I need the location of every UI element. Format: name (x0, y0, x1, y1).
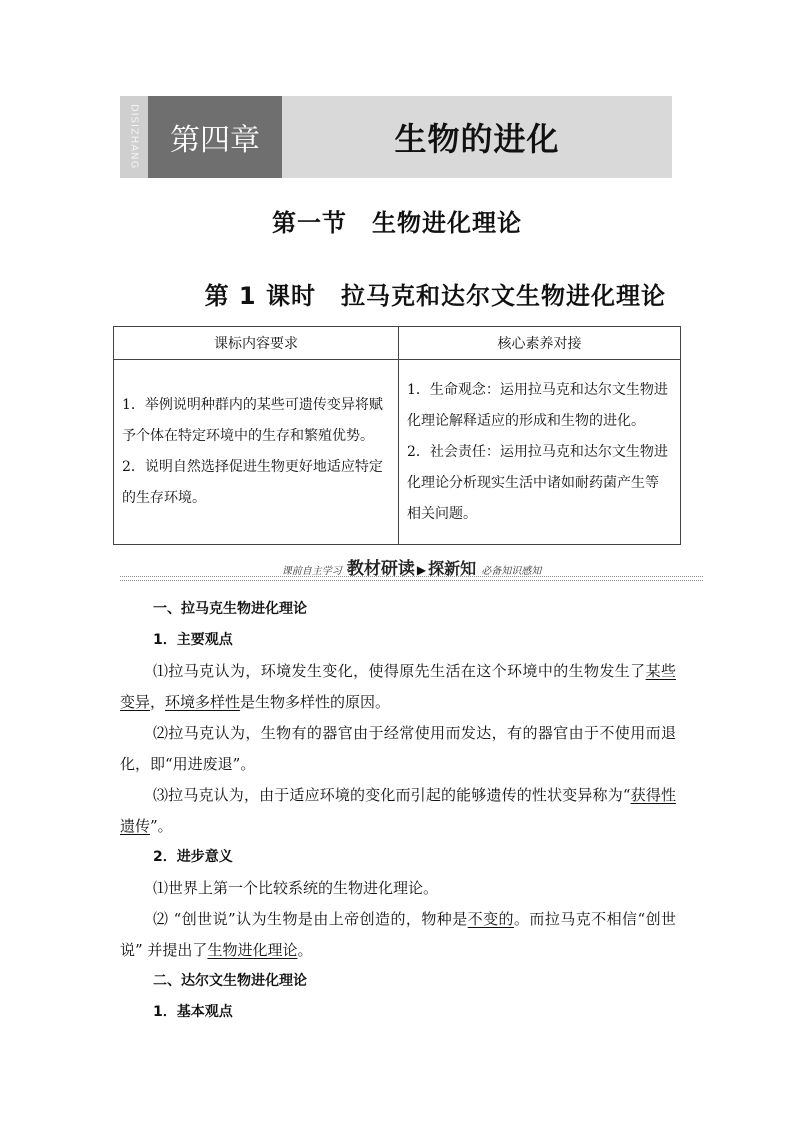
study-banner-main: 教材研读 (346, 559, 415, 579)
competencies-cell (399, 360, 681, 545)
study-banner-left: 课前自主学习 (281, 566, 342, 577)
standard-item: 1．举例说明种群内的某些可遗传变异将赋予个体在特定环境中的生存和繁殖优势。 (122, 397, 383, 444)
table-header-competencies: 核心素养对接 (399, 327, 681, 360)
standard-item: 2．说明自然选择促进生物更好地适应特定的生存环境。 (122, 459, 383, 506)
paragraph: ⑴拉马克认为，环境发生变化，使得原先生活在这个环境中的生物发生了某些变异，环境多样性是生物多样性的原因。 (120, 662, 676, 711)
underlined-term: 获得性遗传 (120, 786, 676, 835)
table-header-standards: 课标内容要求 (114, 327, 399, 360)
subheading-basic-views: 1．基本观点 (153, 1004, 233, 1020)
subheading-significance: 2．进步意义 (153, 849, 233, 865)
table-header-row (114, 327, 681, 360)
competency-item: 2．社会责任：运用拉马克和达尔文生物进化理论分析现实生活中诸如耐药菌产生等相关问题。 (407, 443, 668, 522)
heading-darwin: 二、达尔文生物进化理论 (153, 973, 307, 989)
chapter-title: 生物的进化 (394, 120, 560, 158)
banner-side-strip (120, 96, 148, 178)
study-banner-right: 必备知识感知 (481, 566, 542, 577)
requirements-table (113, 326, 681, 545)
dotted-divider (120, 576, 703, 581)
banner-side-text: DISIZHANG (128, 104, 140, 170)
table-row (114, 360, 681, 545)
chapter-label: 第四章 (148, 96, 282, 178)
underlined-term: 不变的 (467, 910, 514, 928)
underlined-term: 环境多样性 (165, 693, 241, 711)
paragraph: ⑵拉马克认为，生物有的器官由于经常使用而发达，有的器官由于不使用而退化，即“用进废退”。 (120, 724, 676, 773)
competency-item: 1．生命观念：运用拉马克和达尔文生物进化理论解释适应的形成和生物的进化。 (407, 381, 668, 429)
arrow-icon: ▶ (416, 563, 427, 577)
study-banner-main2: 探新知 (428, 559, 477, 578)
underlined-term: 生物进化理论 (207, 941, 298, 959)
subheading-main-views: 1．主要观点 (153, 632, 233, 648)
lesson-title: 第 1 课时 拉马克和达尔文生物进化理论 (204, 282, 666, 310)
standards-cell (114, 360, 399, 545)
paragraph: ⑶拉马克认为，由于适应环境的变化而引起的能够遗传的性状变异称为“获得性遗传”。 (120, 786, 676, 835)
heading-lamarck: 一、拉马克生物进化理论 (153, 601, 307, 617)
study-banner (120, 554, 703, 579)
paragraph: ⑴世界上第一个比较系统的生物进化理论。 (153, 879, 439, 897)
paragraph: ⑵ “创世说”认为生物是由上帝创造的，物种是不变的。而拉马克不相信“创世说” 并提出了生物进化理论。 (120, 910, 676, 959)
section-title: 第一节 生物进化理论 (272, 209, 522, 237)
body-content (120, 594, 676, 1028)
chapter-banner (120, 96, 672, 178)
underlined-term: 某些变异 (120, 662, 676, 711)
